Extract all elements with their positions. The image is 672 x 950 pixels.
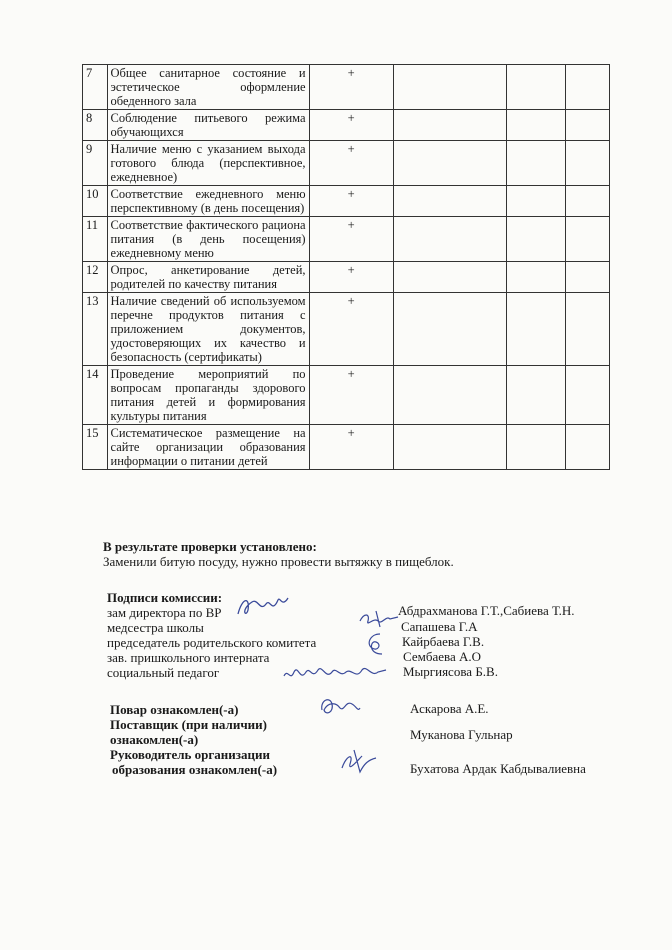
row-empty-cell: [393, 65, 506, 110]
row-criterion: Систематическое размещение на сайте организации образования информации о питании детей: [107, 425, 309, 470]
row-number: 10: [83, 186, 108, 217]
row-number: 14: [83, 366, 108, 425]
head-name: Бухатова Ардак Кабдывалиевна: [410, 761, 586, 776]
table-row: [83, 262, 610, 293]
supplier-label-1: Поставщик (при наличии): [110, 717, 267, 732]
table-row: [83, 186, 610, 217]
row-empty-cell: [506, 217, 566, 262]
commission-name-1: Абдрахманова Г.Т.,Сабиева Т.Н.: [398, 603, 575, 618]
row-mark: +: [309, 425, 393, 470]
row-criterion: Общее санитарное состояние и эстетическое оформление обеденного зала: [107, 65, 309, 110]
row-empty-cell: [506, 110, 566, 141]
commission-name-4: Сембаева А.О: [403, 649, 481, 664]
row-empty-cell: [566, 217, 610, 262]
row-empty-cell: [393, 425, 506, 470]
row-criterion: Соответствие фактического рациона питания (в день посещения) ежедневному меню: [107, 217, 309, 262]
row-empty-cell: [566, 425, 610, 470]
supplier-name: Муканова Гульнар: [410, 727, 513, 742]
signature-head: [336, 746, 380, 776]
row-number: 13: [83, 293, 108, 366]
row-empty-cell: [566, 110, 610, 141]
cook-name: Аскарова А.Е.: [410, 701, 489, 716]
row-number: 12: [83, 262, 108, 293]
signature-cook: [316, 690, 364, 722]
signature-nurse: [356, 607, 402, 629]
row-number: 15: [83, 425, 108, 470]
row-mark: +: [309, 141, 393, 186]
commission-name-2: Сапашева Г.А: [401, 619, 478, 634]
row-empty-cell: [566, 141, 610, 186]
cook-label: Повар ознакомлен(-а): [110, 702, 239, 717]
row-empty-cell: [393, 186, 506, 217]
supplier-label-2: ознакомлен(-а): [110, 732, 199, 747]
row-criterion: Соблюдение питьевого режима обучающихся: [107, 110, 309, 141]
commission-role-1: зам директора по ВР: [107, 605, 222, 620]
commission-role-5: социальный педагог: [107, 665, 220, 680]
row-empty-cell: [566, 186, 610, 217]
row-criterion: Наличие сведений об используемом перечне продуктов питания с приложением документов, удостоверяющих их качество и безопасность (сертификаты): [107, 293, 309, 366]
row-empty-cell: [506, 186, 566, 217]
commission-role-3: председатель родительского комитета: [107, 635, 317, 650]
table-row: [83, 110, 610, 141]
table-row: [83, 293, 610, 366]
row-empty-cell: [566, 262, 610, 293]
commission-role-2: медсестра школы: [107, 620, 204, 635]
row-criterion: Соответствие ежедневного меню перспективному (в день посещения): [107, 186, 309, 217]
table-row: [83, 366, 610, 425]
signature-social-pedagogue: [280, 658, 390, 688]
row-number: 9: [83, 141, 108, 186]
row-mark: +: [309, 186, 393, 217]
result-heading: В результате проверки установлено:: [103, 539, 317, 554]
row-empty-cell: [566, 366, 610, 425]
table-row: [83, 425, 610, 470]
row-empty-cell: [393, 217, 506, 262]
row-criterion: Наличие меню с указанием выхода готового блюда (перспективное, ежедневное): [107, 141, 309, 186]
table-row: [83, 65, 610, 110]
commission-name-3: Кайрбаева Г.В.: [402, 634, 485, 649]
row-empty-cell: [393, 293, 506, 366]
row-empty-cell: [393, 110, 506, 141]
result-text: Заменили битую посуду, нужно провести вытяжку в пищеблок.: [103, 554, 454, 569]
row-mark: +: [309, 217, 393, 262]
row-empty-cell: [506, 425, 566, 470]
row-number: 8: [83, 110, 108, 141]
table-row: [83, 217, 610, 262]
row-empty-cell: [506, 366, 566, 425]
row-empty-cell: [506, 141, 566, 186]
commission-name-5: Мыргиясова Б.В.: [403, 664, 498, 679]
head-label-2: образования ознакомлен(-а): [112, 762, 278, 777]
row-empty-cell: [566, 65, 610, 110]
checklist-table: [82, 64, 610, 470]
row-empty-cell: [506, 262, 566, 293]
signature-parent-committee: [360, 630, 392, 658]
row-empty-cell: [393, 141, 506, 186]
row-empty-cell: [566, 293, 610, 366]
signature-deputy-director: [232, 590, 292, 620]
row-empty-cell: [506, 65, 566, 110]
row-mark: +: [309, 110, 393, 141]
head-label-1: Руководитель организации: [110, 747, 270, 762]
table-row: [83, 141, 610, 186]
row-empty-cell: [393, 262, 506, 293]
row-empty-cell: [393, 366, 506, 425]
row-criterion: Опрос, анкетирование детей, родителей по качеству питания: [107, 262, 309, 293]
row-number: 7: [83, 65, 108, 110]
row-mark: +: [309, 293, 393, 366]
commission-heading: Подписи комиссии:: [107, 590, 223, 605]
row-number: 11: [83, 217, 108, 262]
commission-role-4: зав. пришкольного интерната: [107, 650, 270, 665]
row-mark: +: [309, 262, 393, 293]
result-section: [103, 539, 454, 569]
row-criterion: Проведение мероприятий по вопросам пропаганды здорового питания детей и формирования культуры питания: [107, 366, 309, 425]
row-mark: +: [309, 65, 393, 110]
row-mark: +: [309, 366, 393, 425]
row-empty-cell: [506, 293, 566, 366]
